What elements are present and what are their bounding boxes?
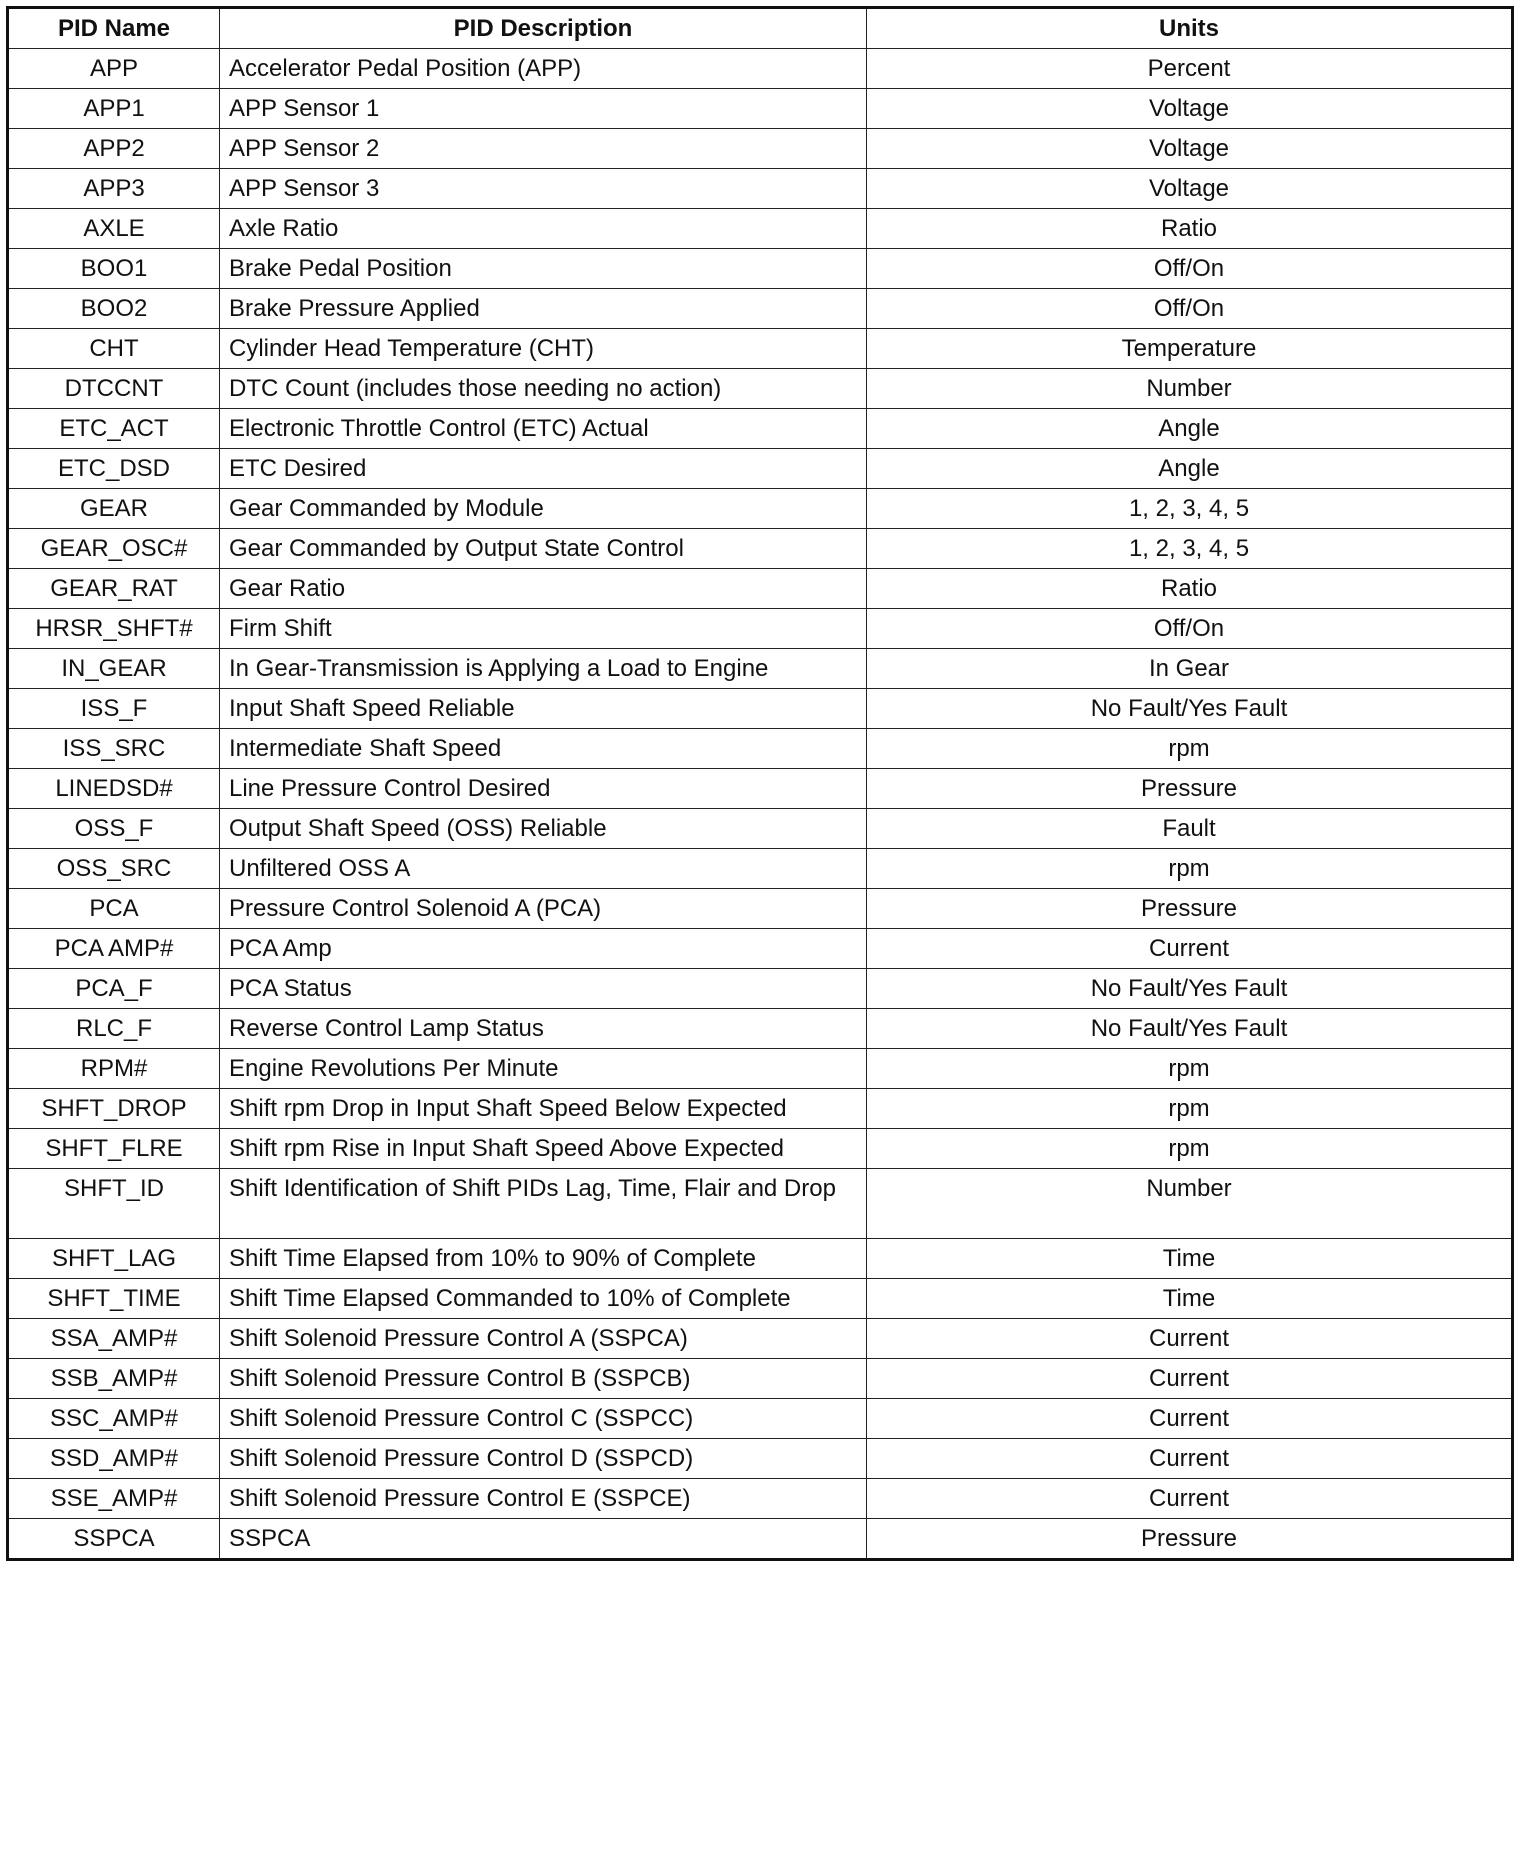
pid-description-cell: Shift Solenoid Pressure Control B (SSPCB) [220,1359,867,1399]
pid-units-cell: No Fault/Yes Fault [867,689,1513,729]
table-row [8,1239,1513,1279]
pid-units-cell: Temperature [867,329,1513,369]
pid-units-cell: Time [867,1239,1513,1279]
pid-units-cell: Pressure [867,1519,1513,1560]
table-row [8,809,1513,849]
pid-name-cell: CHT [8,329,220,369]
pid-description-cell: In Gear-Transmission is Applying a Load to Engine [220,649,867,689]
pid-units-cell: Current [867,1359,1513,1399]
table-row [8,409,1513,449]
pid-description-cell: APP Sensor 2 [220,129,867,169]
pid-name-cell: IN_GEAR [8,649,220,689]
table-row [8,1279,1513,1319]
pid-name-cell: SHFT_LAG [8,1239,220,1279]
pid-description-cell: Brake Pressure Applied [220,289,867,329]
pid-units-cell: 1, 2, 3, 4, 5 [867,489,1513,529]
header-pid-description: PID Description [220,8,867,49]
pid-name-cell: APP3 [8,169,220,209]
table-row [8,729,1513,769]
pid-name-cell: GEAR_RAT [8,569,220,609]
table-row [8,1049,1513,1089]
table-row [8,569,1513,609]
pid-description-cell: SSPCA [220,1519,867,1560]
table-row [8,369,1513,409]
table-row [8,929,1513,969]
table-body [8,49,1513,1560]
pid-description-cell: Pressure Control Solenoid A (PCA) [220,889,867,929]
pid-name-cell: SSD_AMP# [8,1439,220,1479]
pid-name-cell: SHFT_DROP [8,1089,220,1129]
pid-name-cell: ETC_ACT [8,409,220,449]
pid-description-cell: Engine Revolutions Per Minute [220,1049,867,1089]
pid-name-cell: HRSR_SHFT# [8,609,220,649]
table-row [8,449,1513,489]
pid-description-cell: Gear Ratio [220,569,867,609]
pid-units-cell: Current [867,929,1513,969]
table-row [8,289,1513,329]
pid-name-cell: BOO1 [8,249,220,289]
pid-units-cell: Voltage [867,129,1513,169]
table-row [8,1319,1513,1359]
pid-units-cell: Voltage [867,169,1513,209]
pid-name-cell: ETC_DSD [8,449,220,489]
pid-units-cell: Number [867,369,1513,409]
pid-description-cell: APP Sensor 3 [220,169,867,209]
pid-name-cell: AXLE [8,209,220,249]
pid-name-cell: SHFT_TIME [8,1279,220,1319]
table-row [8,1129,1513,1169]
pid-units-cell: Off/On [867,249,1513,289]
pid-description-cell: Gear Commanded by Output State Control [220,529,867,569]
pid-description-cell: Shift rpm Rise in Input Shaft Speed Above Expected [220,1129,867,1169]
pid-name-cell: SHFT_ID [8,1169,220,1239]
pid-description-cell: ETC Desired [220,449,867,489]
pid-name-cell: PCA_F [8,969,220,1009]
pid-description-cell: Unfiltered OSS A [220,849,867,889]
pid-units-cell: rpm [867,1049,1513,1089]
pid-name-cell: SSA_AMP# [8,1319,220,1359]
table-row [8,169,1513,209]
pid-units-cell: Current [867,1399,1513,1439]
table-row [8,889,1513,929]
pid-description-cell: Intermediate Shaft Speed [220,729,867,769]
pid-name-cell: RPM# [8,1049,220,1089]
pid-name-cell: GEAR_OSC# [8,529,220,569]
pid-description-cell: Shift Time Elapsed Commanded to 10% of Complete [220,1279,867,1319]
pid-name-cell: APP [8,49,220,89]
pid-units-cell: Pressure [867,769,1513,809]
pid-table [6,6,1514,1561]
pid-description-cell: APP Sensor 1 [220,89,867,129]
pid-description-cell: Shift Identification of Shift PIDs Lag, Time, Flair and Drop [220,1169,867,1239]
pid-units-cell: Number [867,1169,1513,1239]
pid-units-cell: Angle [867,409,1513,449]
pid-name-cell: PCA AMP# [8,929,220,969]
table-row [8,1359,1513,1399]
pid-name-cell: PCA [8,889,220,929]
table-row [8,49,1513,89]
pid-name-cell: SSC_AMP# [8,1399,220,1439]
pid-units-cell: No Fault/Yes Fault [867,969,1513,1009]
pid-description-cell: Input Shaft Speed Reliable [220,689,867,729]
pid-units-cell: Ratio [867,569,1513,609]
pid-description-cell: Shift Time Elapsed from 10% to 90% of Complete [220,1239,867,1279]
pid-units-cell: No Fault/Yes Fault [867,1009,1513,1049]
pid-description-cell: Line Pressure Control Desired [220,769,867,809]
pid-name-cell: BOO2 [8,289,220,329]
pid-name-cell: OSS_SRC [8,849,220,889]
pid-description-cell: Reverse Control Lamp Status [220,1009,867,1049]
pid-name-cell: LINEDSD# [8,769,220,809]
pid-name-cell: APP1 [8,89,220,129]
table-row [8,1169,1513,1239]
pid-name-cell: RLC_F [8,1009,220,1049]
table-row [8,249,1513,289]
pid-description-cell: Shift Solenoid Pressure Control C (SSPCC) [220,1399,867,1439]
pid-description-cell: PCA Amp [220,929,867,969]
pid-description-cell: Shift Solenoid Pressure Control D (SSPCD) [220,1439,867,1479]
table-row [8,1519,1513,1560]
table-row [8,769,1513,809]
table-row [8,849,1513,889]
table-row [8,1009,1513,1049]
pid-description-cell: Output Shaft Speed (OSS) Reliable [220,809,867,849]
table-header-row [8,8,1513,49]
pid-units-cell: rpm [867,729,1513,769]
table-row [8,649,1513,689]
table-row [8,969,1513,1009]
pid-name-cell: DTCCNT [8,369,220,409]
pid-name-cell: ISS_F [8,689,220,729]
pid-units-cell: Ratio [867,209,1513,249]
pid-units-cell: Off/On [867,289,1513,329]
table-row [8,329,1513,369]
table-row [8,1479,1513,1519]
pid-description-cell: Brake Pedal Position [220,249,867,289]
pid-description-cell: Electronic Throttle Control (ETC) Actual [220,409,867,449]
pid-name-cell: APP2 [8,129,220,169]
pid-units-cell: Fault [867,809,1513,849]
pid-description-cell: Axle Ratio [220,209,867,249]
pid-units-cell: Current [867,1319,1513,1359]
pid-name-cell: OSS_F [8,809,220,849]
pid-description-cell: DTC Count (includes those needing no action) [220,369,867,409]
table-row [8,689,1513,729]
table-row [8,1089,1513,1129]
table-row [8,529,1513,569]
pid-description-cell: Shift Solenoid Pressure Control E (SSPCE) [220,1479,867,1519]
pid-name-cell: SHFT_FLRE [8,1129,220,1169]
pid-units-cell: Percent [867,49,1513,89]
table-row [8,489,1513,529]
table-row [8,609,1513,649]
pid-units-cell: rpm [867,849,1513,889]
pid-name-cell: SSB_AMP# [8,1359,220,1399]
table-row [8,1439,1513,1479]
pid-description-cell: Cylinder Head Temperature (CHT) [220,329,867,369]
pid-name-cell: GEAR [8,489,220,529]
pid-units-cell: 1, 2, 3, 4, 5 [867,529,1513,569]
header-units: Units [867,8,1513,49]
pid-description-cell: PCA Status [220,969,867,1009]
pid-units-cell: rpm [867,1089,1513,1129]
pid-units-cell: In Gear [867,649,1513,689]
pid-name-cell: SSE_AMP# [8,1479,220,1519]
pid-units-cell: Angle [867,449,1513,489]
pid-name-cell: ISS_SRC [8,729,220,769]
pid-description-cell: Shift Solenoid Pressure Control A (SSPCA) [220,1319,867,1359]
table-row [8,89,1513,129]
table-row [8,129,1513,169]
pid-units-cell: Voltage [867,89,1513,129]
table-row [8,1399,1513,1439]
pid-table-container [6,6,1514,1561]
pid-units-cell: rpm [867,1129,1513,1169]
pid-description-cell: Accelerator Pedal Position (APP) [220,49,867,89]
pid-units-cell: Off/On [867,609,1513,649]
table-row [8,209,1513,249]
pid-description-cell: Gear Commanded by Module [220,489,867,529]
pid-units-cell: Current [867,1479,1513,1519]
pid-description-cell: Shift rpm Drop in Input Shaft Speed Below Expected [220,1089,867,1129]
pid-units-cell: Current [867,1439,1513,1479]
header-pid-name: PID Name [8,8,220,49]
pid-description-cell: Firm Shift [220,609,867,649]
pid-units-cell: Time [867,1279,1513,1319]
pid-units-cell: Pressure [867,889,1513,929]
pid-name-cell: SSPCA [8,1519,220,1560]
